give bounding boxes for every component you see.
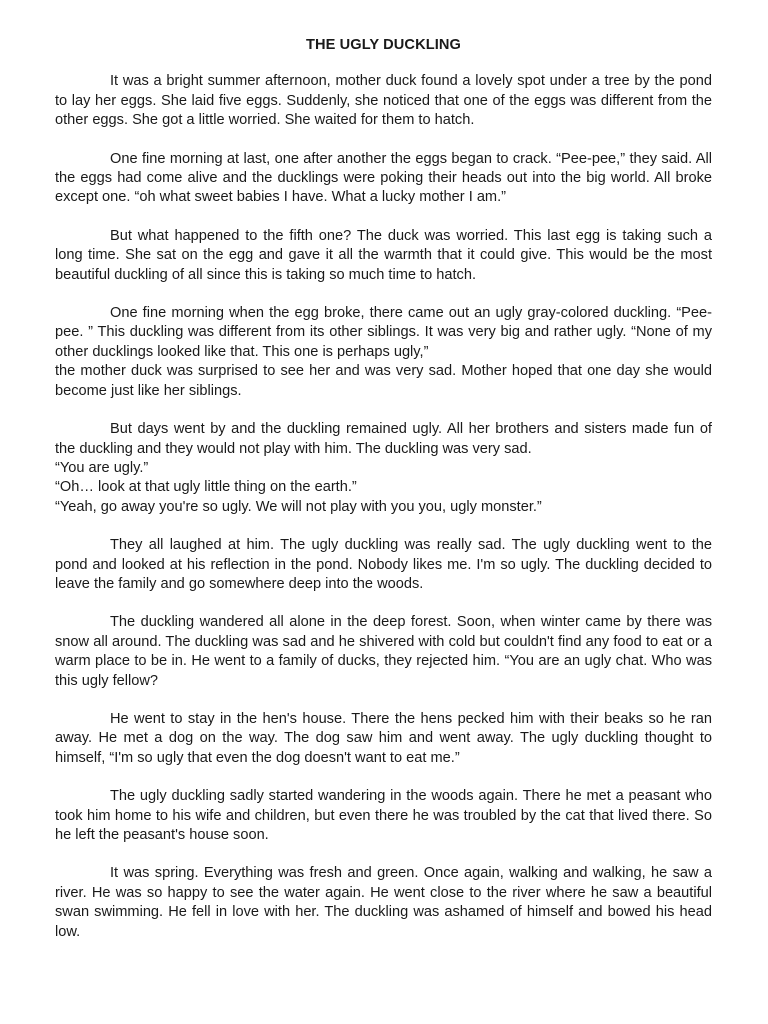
paragraph-text: One fine morning when the egg broke, there came out an ugly gray-colored duckling. “Pee-pee. ” This duckling was different from its other siblings. It was very big and rather ugly. “None of my other ducklings looked like that. This one is perhaps ugly,” bbox=[55, 305, 712, 360]
paragraph-6 bbox=[55, 536, 712, 594]
paragraph-text: One fine morning at last, one after another the eggs began to crack. “Pee-pee,” they said. All the eggs had come alive and the ducklings were poking their heads out into the big world. All broke except one. “oh what sweet babies I have. What a lucky mother I am.” bbox=[55, 150, 712, 206]
document-title: THE UGLY DUCKLING bbox=[306, 37, 461, 53]
paragraph-continuation: the mother duck was surprised to see her and was very sad. Mother hoped that one day she would become just like her siblings. bbox=[55, 363, 712, 399]
paragraph-text: But days went by and the duckling remained ugly. All her brothers and sisters made fun of the duckling and they would not play with him. The duckling was very sad. bbox=[55, 421, 712, 457]
paragraph-text: It was a bright summer afternoon, mother duck found a lovely spot under a tree by the pond to lay her eggs. She laid five eggs. Suddenly, she noticed that one of the eggs was different from the other eggs. She got a little worried. She waited for them to hatch. bbox=[55, 73, 712, 129]
paragraph-7 bbox=[55, 613, 712, 691]
paragraph-text: The duckling wandered all alone in the deep forest. Soon, when winter came by there was snow all around. The duckling was sad and he shivered with cold but couldn't find any food to eat or a warm place to be in. He went to a family of ducks, they rejected him. “You are an ugly chat. Who was this ugly fellow? bbox=[55, 614, 712, 689]
paragraph-9 bbox=[55, 787, 712, 845]
paragraph-1 bbox=[55, 72, 712, 130]
paragraph-text: It was spring. Everything was fresh and green. Once again, walking and walking, he saw a river. He was so happy to see the water again. He went close to the river where he saw a beautiful swan swimming. He fell in love with her. The duckling was ashamed of himself and bowed his head low. bbox=[55, 865, 712, 940]
paragraph-10 bbox=[55, 864, 712, 942]
paragraph-3 bbox=[55, 227, 712, 285]
paragraph-text: He went to stay in the hen's house. There the hens pecked him with their beaks so he ran away. He met a dog on the way. The dog saw him and went away. The ugly duckling thought to himself, “I'm so ugly that even the dog doesn't want to eat me.” bbox=[55, 710, 712, 766]
dialogue-line: “Yeah, go away you're so ugly. We will not play with you you, ugly monster.” bbox=[55, 498, 542, 515]
paragraph-4 bbox=[55, 304, 712, 401]
paragraph-5 bbox=[55, 420, 712, 517]
paragraph-text: They all laughed at him. The ugly duckling was really sad. The ugly duckling went to the pond and looked at his reflection in the pond. Nobody likes me. I'm so ugly. The duckling decided to leave the family and go somewhere deep into the woods. bbox=[55, 537, 712, 592]
paragraph-2 bbox=[55, 150, 712, 208]
paragraph-text: But what happened to the fifth one? The duck was worried. This last egg is taking such a long time. She sat on the egg and gave it all the warmth that it could give. This would be the most beautiful duckling of all since this is taking so much time to hatch. bbox=[55, 227, 712, 283]
dialogue-line: “Oh… look at that ugly little thing on the earth.” bbox=[55, 479, 357, 496]
paragraph-8 bbox=[55, 710, 712, 768]
dialogue-line: “You are ugly.” bbox=[55, 459, 149, 476]
paragraph-text: The ugly duckling sadly started wandering in the woods again. There he met a peasant who took him home to his wife and children, but even there he was troubled by the cat that lived there. So he left the peasant's house soon. bbox=[55, 788, 712, 843]
